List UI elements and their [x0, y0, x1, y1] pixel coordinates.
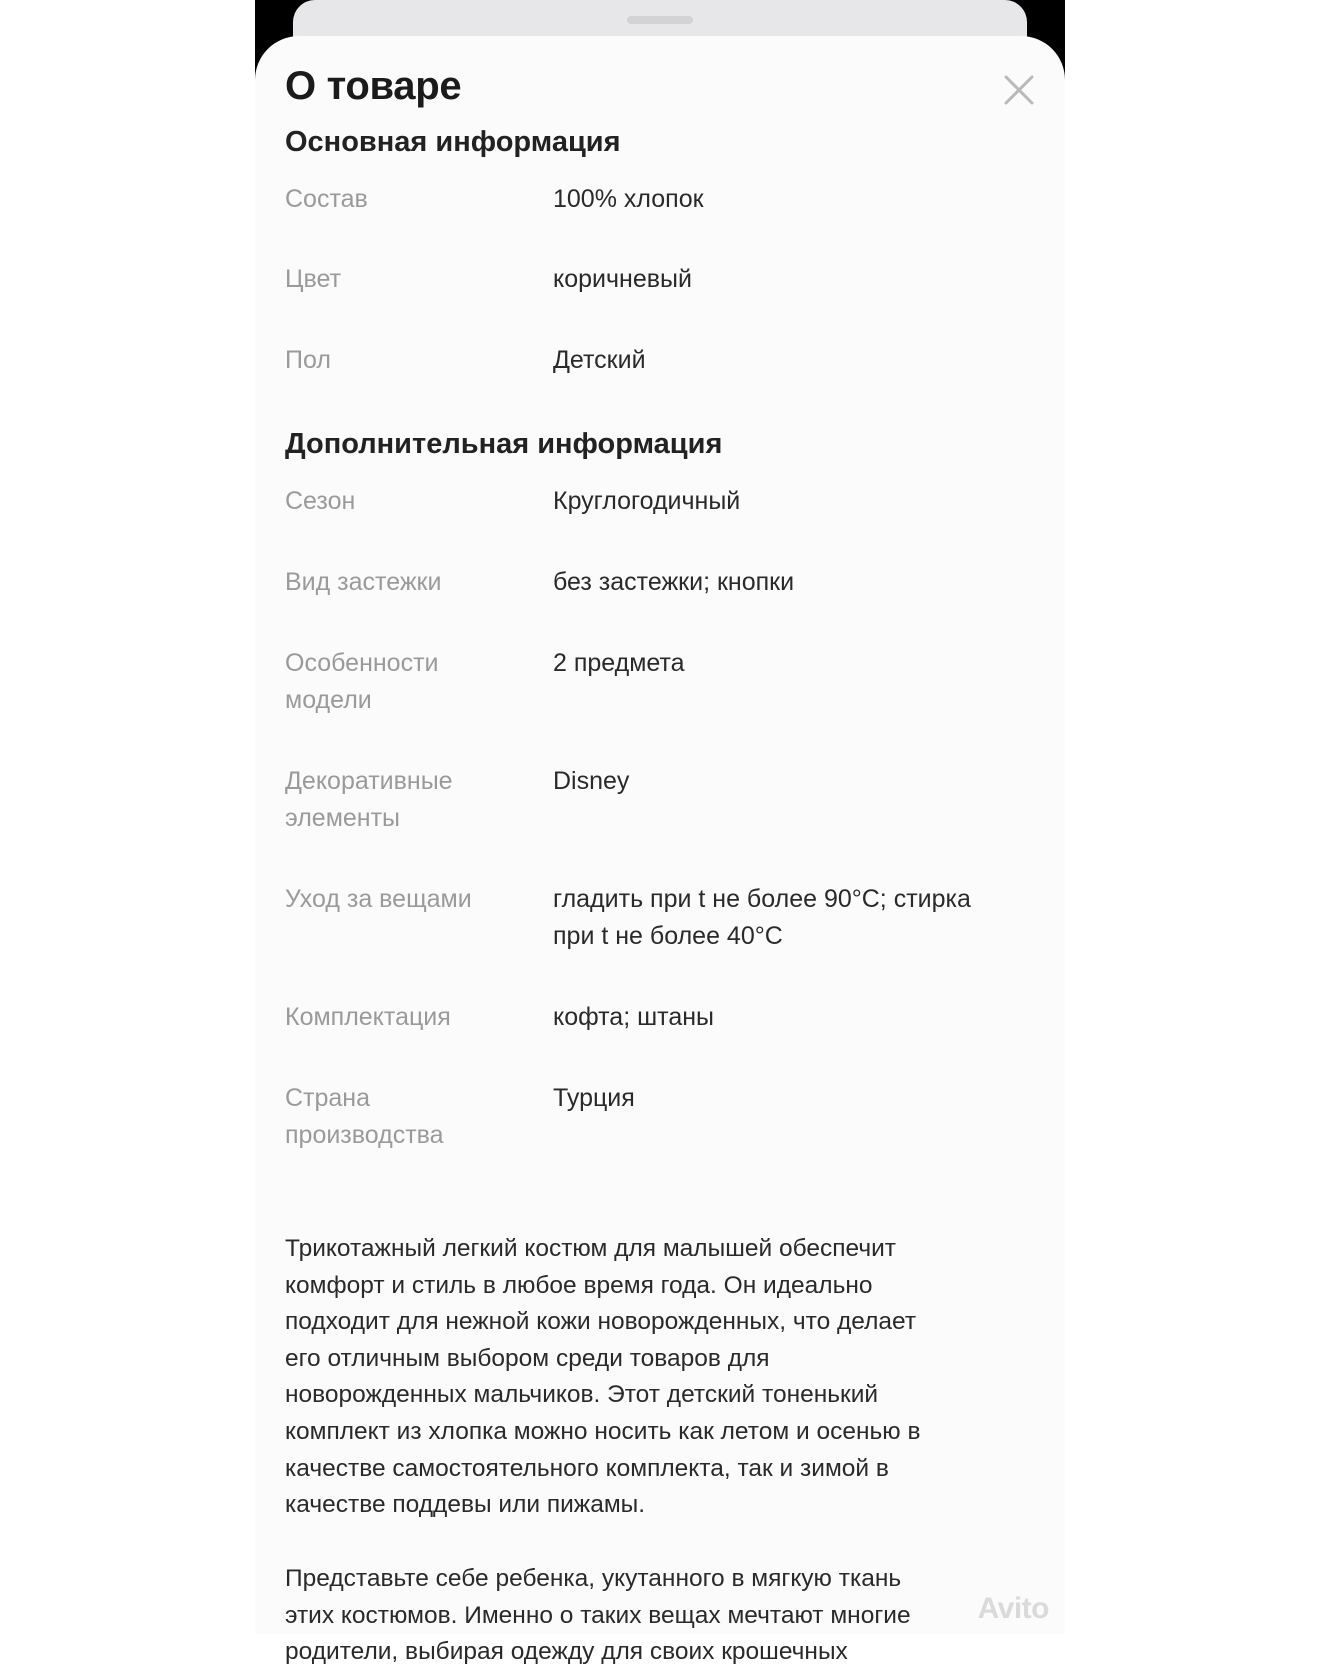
spec-label: Декоративные элементы: [285, 767, 453, 832]
spec-value: Турция: [553, 1084, 635, 1112]
spec-value: коричневый: [553, 265, 692, 293]
spec-value: 2 предмета: [553, 649, 685, 677]
sheet-title: О товаре: [285, 64, 462, 108]
description-paragraph-2: Представьте себе ребенка, укутанного в мягкую ткань этих костюмов. Именно о таких вещах мечтают многие родители, выбирая одежду для своих крошечных: [285, 1565, 911, 1666]
close-button[interactable]: [1001, 72, 1037, 108]
spec-value: 100% хлопок: [553, 185, 704, 213]
spec-label: Вид застежки: [285, 568, 442, 596]
product-info-sheet: [255, 36, 1065, 1666]
phone-frame: [255, 0, 1065, 1666]
spec-value: без застежки; кнопки: [553, 568, 795, 596]
avito-watermark: Avito: [977, 1592, 1049, 1625]
spec-value: гладить при t не более 90°С; стирка при t не более 40°С: [553, 885, 971, 950]
spec-value: Детский: [553, 346, 646, 374]
spec-label: Состав: [285, 185, 368, 213]
spec-value: Disney: [553, 767, 630, 795]
spec-label: Уход за вещами: [285, 885, 472, 913]
spec-label: Сезон: [285, 487, 356, 515]
spec-label: Комплектация: [285, 1003, 451, 1031]
spec-label: Пол: [285, 346, 331, 374]
description-paragraph-1: Трикотажный легкий костюм для малышей обеспечит комфорт и стиль в любое время года. Он идеально подходит для нежной кожи новорожденных, что делает его отличным выбором среди товаров для новорожденных мальчиков. Этот детский тоненький комплект из хлопка можно носить как летом и осенью в качестве самостоятельного комплекта, так и зимой в качестве поддевы или пижамы.: [285, 1235, 921, 1519]
spec-label: Страна производства: [285, 1084, 444, 1149]
spec-label: Особенности модели: [285, 649, 439, 714]
spec-label: Цвет: [285, 265, 342, 293]
spec-value: Круглогодичный: [553, 487, 741, 515]
close-icon: [1001, 72, 1037, 108]
spec-value: кофта; штаны: [553, 1003, 715, 1031]
sheet-grabber[interactable]: [627, 16, 693, 24]
section-title-basic: Основная информация: [285, 126, 621, 158]
section-title-extra: Дополнительная информация: [285, 428, 723, 460]
